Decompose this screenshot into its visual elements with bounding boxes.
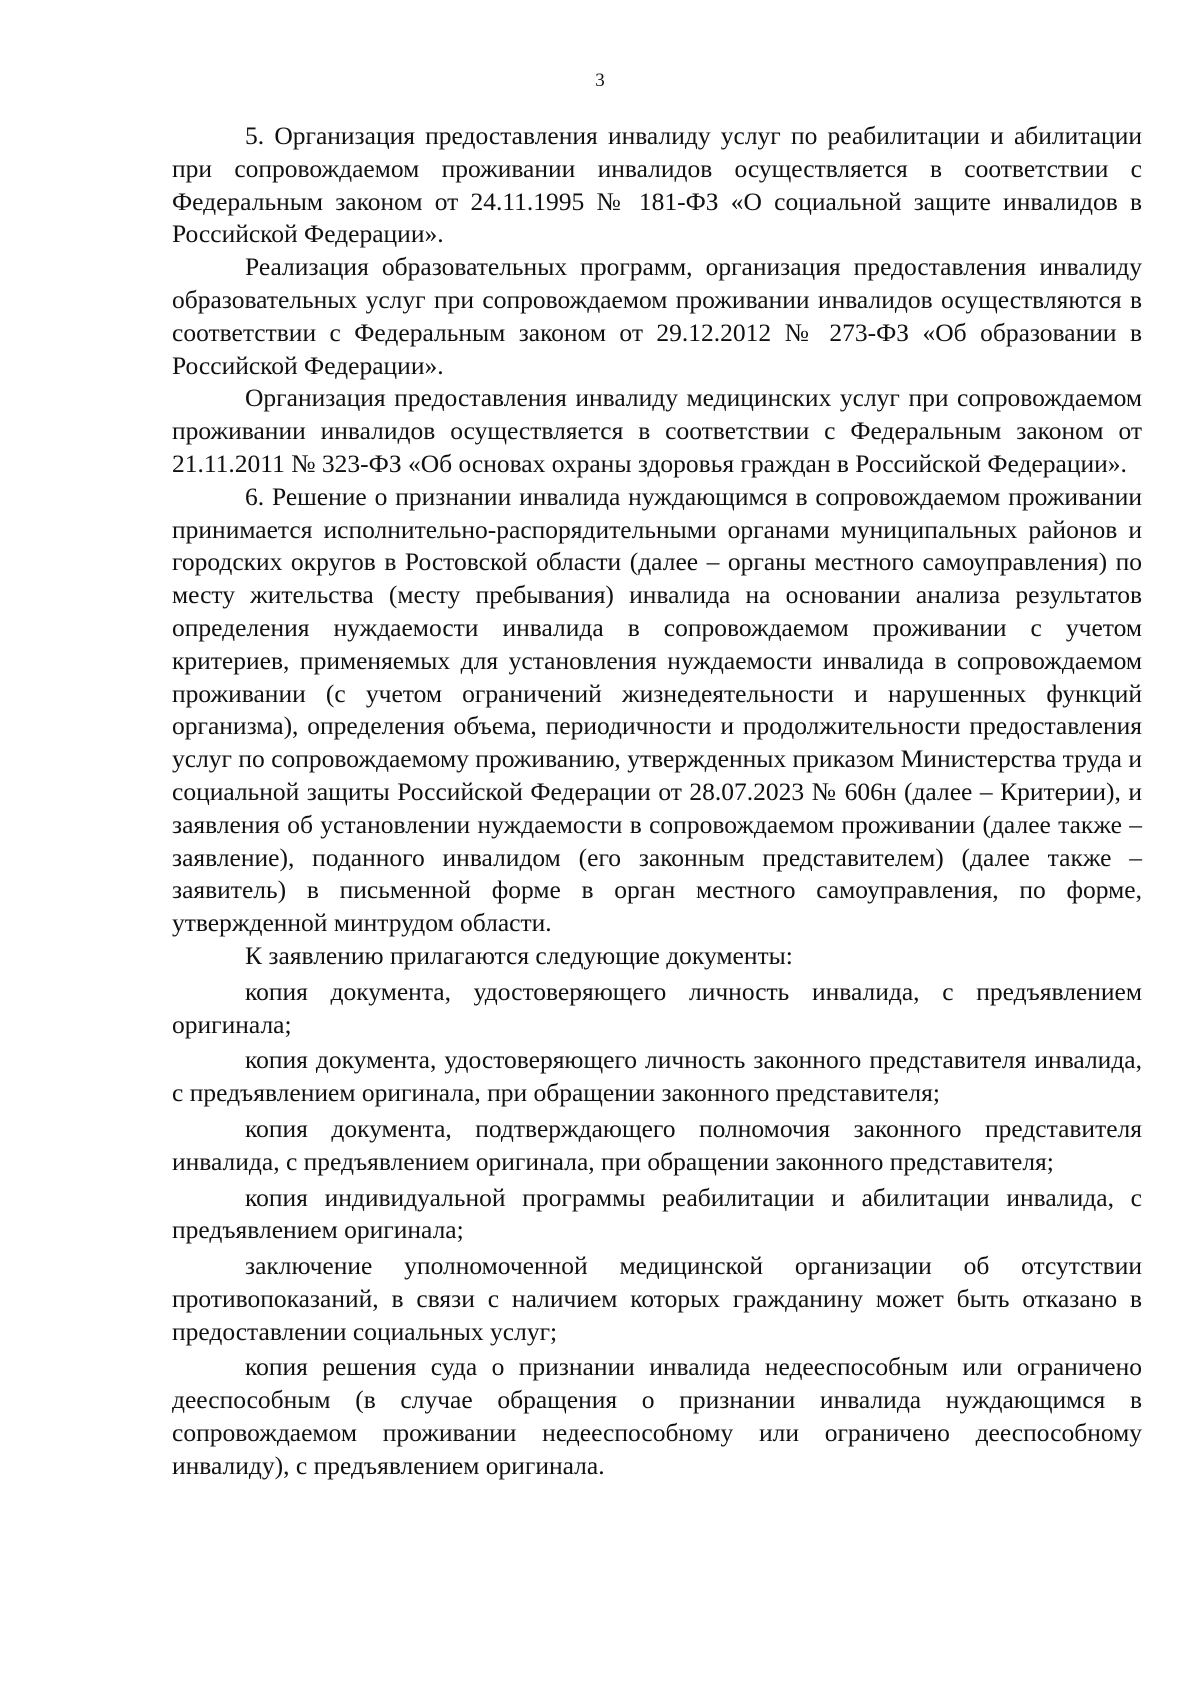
- list-item-rehabilitation-program: копия индивидуальной программы реабилитации и абилитации инвалида, с предъявлением оригинала;: [172, 1182, 1142, 1245]
- page-number: 3: [595, 70, 605, 91]
- list-item-medical-conclusion: заключение уполномоченной медицинской организации об отсутствии противопоказаний, в связи с наличием которых гражданину может быть отказано в предоставлении социальных услуг;: [172, 1251, 1142, 1346]
- paragraph-education-services: Реализация образовательных программ, организация предоставления инвалиду образовательных услуг при сопровождаемом проживании инвалидов осуществляются в соответствии с Федеральным законом от 29.12.2012 № 273-ФЗ «Об образовании в Российской Федерации».: [172, 252, 1142, 380]
- paragraph-5-rehabilitation: 5. Организация предоставления инвалиду услуг по реабилитации и абилитации при сопровождаемом проживании инвалидов осуществляется в соответствии с Федеральным законом от 24.11.1995 № 181-ФЗ «О социальной защите инвалидов в Российской Федерации».: [172, 121, 1142, 249]
- list-item-representative-identity: копия документа, удостоверяющего личность законного представителя инвалида, с предъявлением оригинала, при обращении законного представителя;: [172, 1045, 1142, 1108]
- list-item-representative-authority: копия документа, подтверждающего полномочия законного представителя инвалида, с предъявлением оригинала, при обращении законного представителя;: [172, 1113, 1142, 1176]
- list-item-court-decision: копия решения суда о признании инвалида недееспособным или ограничено дееспособным (в случае обращения о признании инвалида нуждающимся в сопровождаемом проживании недееспособному или ограничено дееспособному инвалиду), с предъявлением оригинала.: [172, 1352, 1142, 1480]
- document-body: [172, 120, 1142, 1483]
- paragraph-medical-services: Организация предоставления инвалиду медицинских услуг при сопровождаемом проживании инвалидов осуществляется в соответствии с Федеральным законом от 21.11.2011 № 323-ФЗ «Об основах охраны здоровья граждан в Российской Федерации».: [172, 383, 1142, 478]
- list-item-identity-document: копия документа, удостоверяющего личность инвалида, с предъявлением оригинала;: [172, 976, 1142, 1039]
- paragraph-6-decision: 6. Решение о признании инвалида нуждающимся в сопровождаемом проживании принимается исполнительно-распорядительными органами муниципальных районов и городских округов в Ростовской области (далее – органы местного самоуправления) по месту жительства (месту пребывания) инвалида на основании анализа результатов определения нуждаемости инвалида в сопровождаемом проживании с учетом критериев, применяемых для установления нуждаемости инвалида в сопровождаемом проживании (с учетом ограничений жизнедеятельности и нарушенных функций организма), определения объема, периодичности и продолжительности предоставления услуг по сопровождаемому проживанию, утвержденных приказом Министерства труда и социальной защиты Российской Федерации от 28.07.2023 № 606н (далее – Критерии), и заявления об установлении нуждаемости в сопровождаемом проживании (далее также – заявление), поданного инвалидом (его законным представителем) (далее также – заявитель) в письменной форме в орган местного самоуправления, по форме, утвержденной минтрудом области.: [172, 481, 1142, 938]
- paragraph-documents-intro: К заявлению прилагаются следующие документы:: [245, 940, 793, 970]
